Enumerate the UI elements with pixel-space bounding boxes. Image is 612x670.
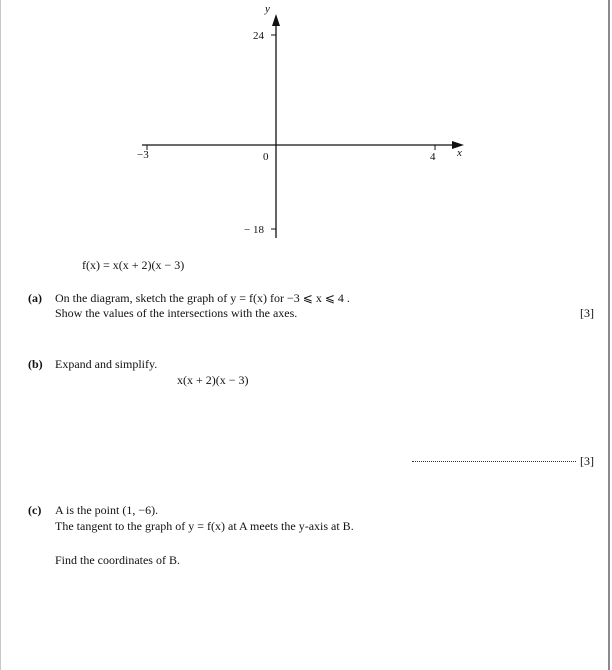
y-tick-label-minus18: − 18 — [244, 224, 264, 236]
part-b-expression: x(x + 2)(x − 3) — [177, 373, 249, 387]
y-axis-label: y — [265, 3, 270, 15]
part-c-label: (c) — [28, 503, 42, 517]
part-b-marks: [3] — [580, 454, 594, 468]
function-definition: f(x) = x(x + 2)(x − 3) — [82, 258, 185, 272]
part-a-instruction: On the diagram, sketch the graph of y = f(x) for −3 ⩽ x ⩽ 4 . — [55, 291, 350, 305]
axes-diagram[interactable] — [0, 0, 612, 300]
part-c-point-statement: A is the point (1, −6). — [55, 503, 159, 517]
x-tick-label-minus3: −3 — [137, 149, 149, 161]
part-c-instruction: Find the coordinates of B. — [55, 553, 180, 567]
y-axis-arrowhead — [272, 14, 280, 26]
x-axis-label: x — [457, 147, 462, 159]
part-b-label: (b) — [28, 357, 43, 371]
y-tick-label-24: 24 — [253, 30, 264, 42]
x-tick-label-4: 4 — [430, 151, 436, 163]
origin-label: 0 — [263, 151, 269, 163]
part-b-answer-line[interactable] — [412, 461, 576, 462]
part-b-instruction: Expand and simplify. — [55, 357, 158, 371]
part-a-label: (a) — [28, 291, 42, 305]
part-c-tangent-statement: The tangent to the graph of y = f(x) at A meets the y-axis at B. — [55, 519, 354, 533]
part-a-marks: [3] — [580, 306, 594, 320]
part-a-instruction-2: Show the values of the intersections with the axes. — [55, 306, 298, 320]
